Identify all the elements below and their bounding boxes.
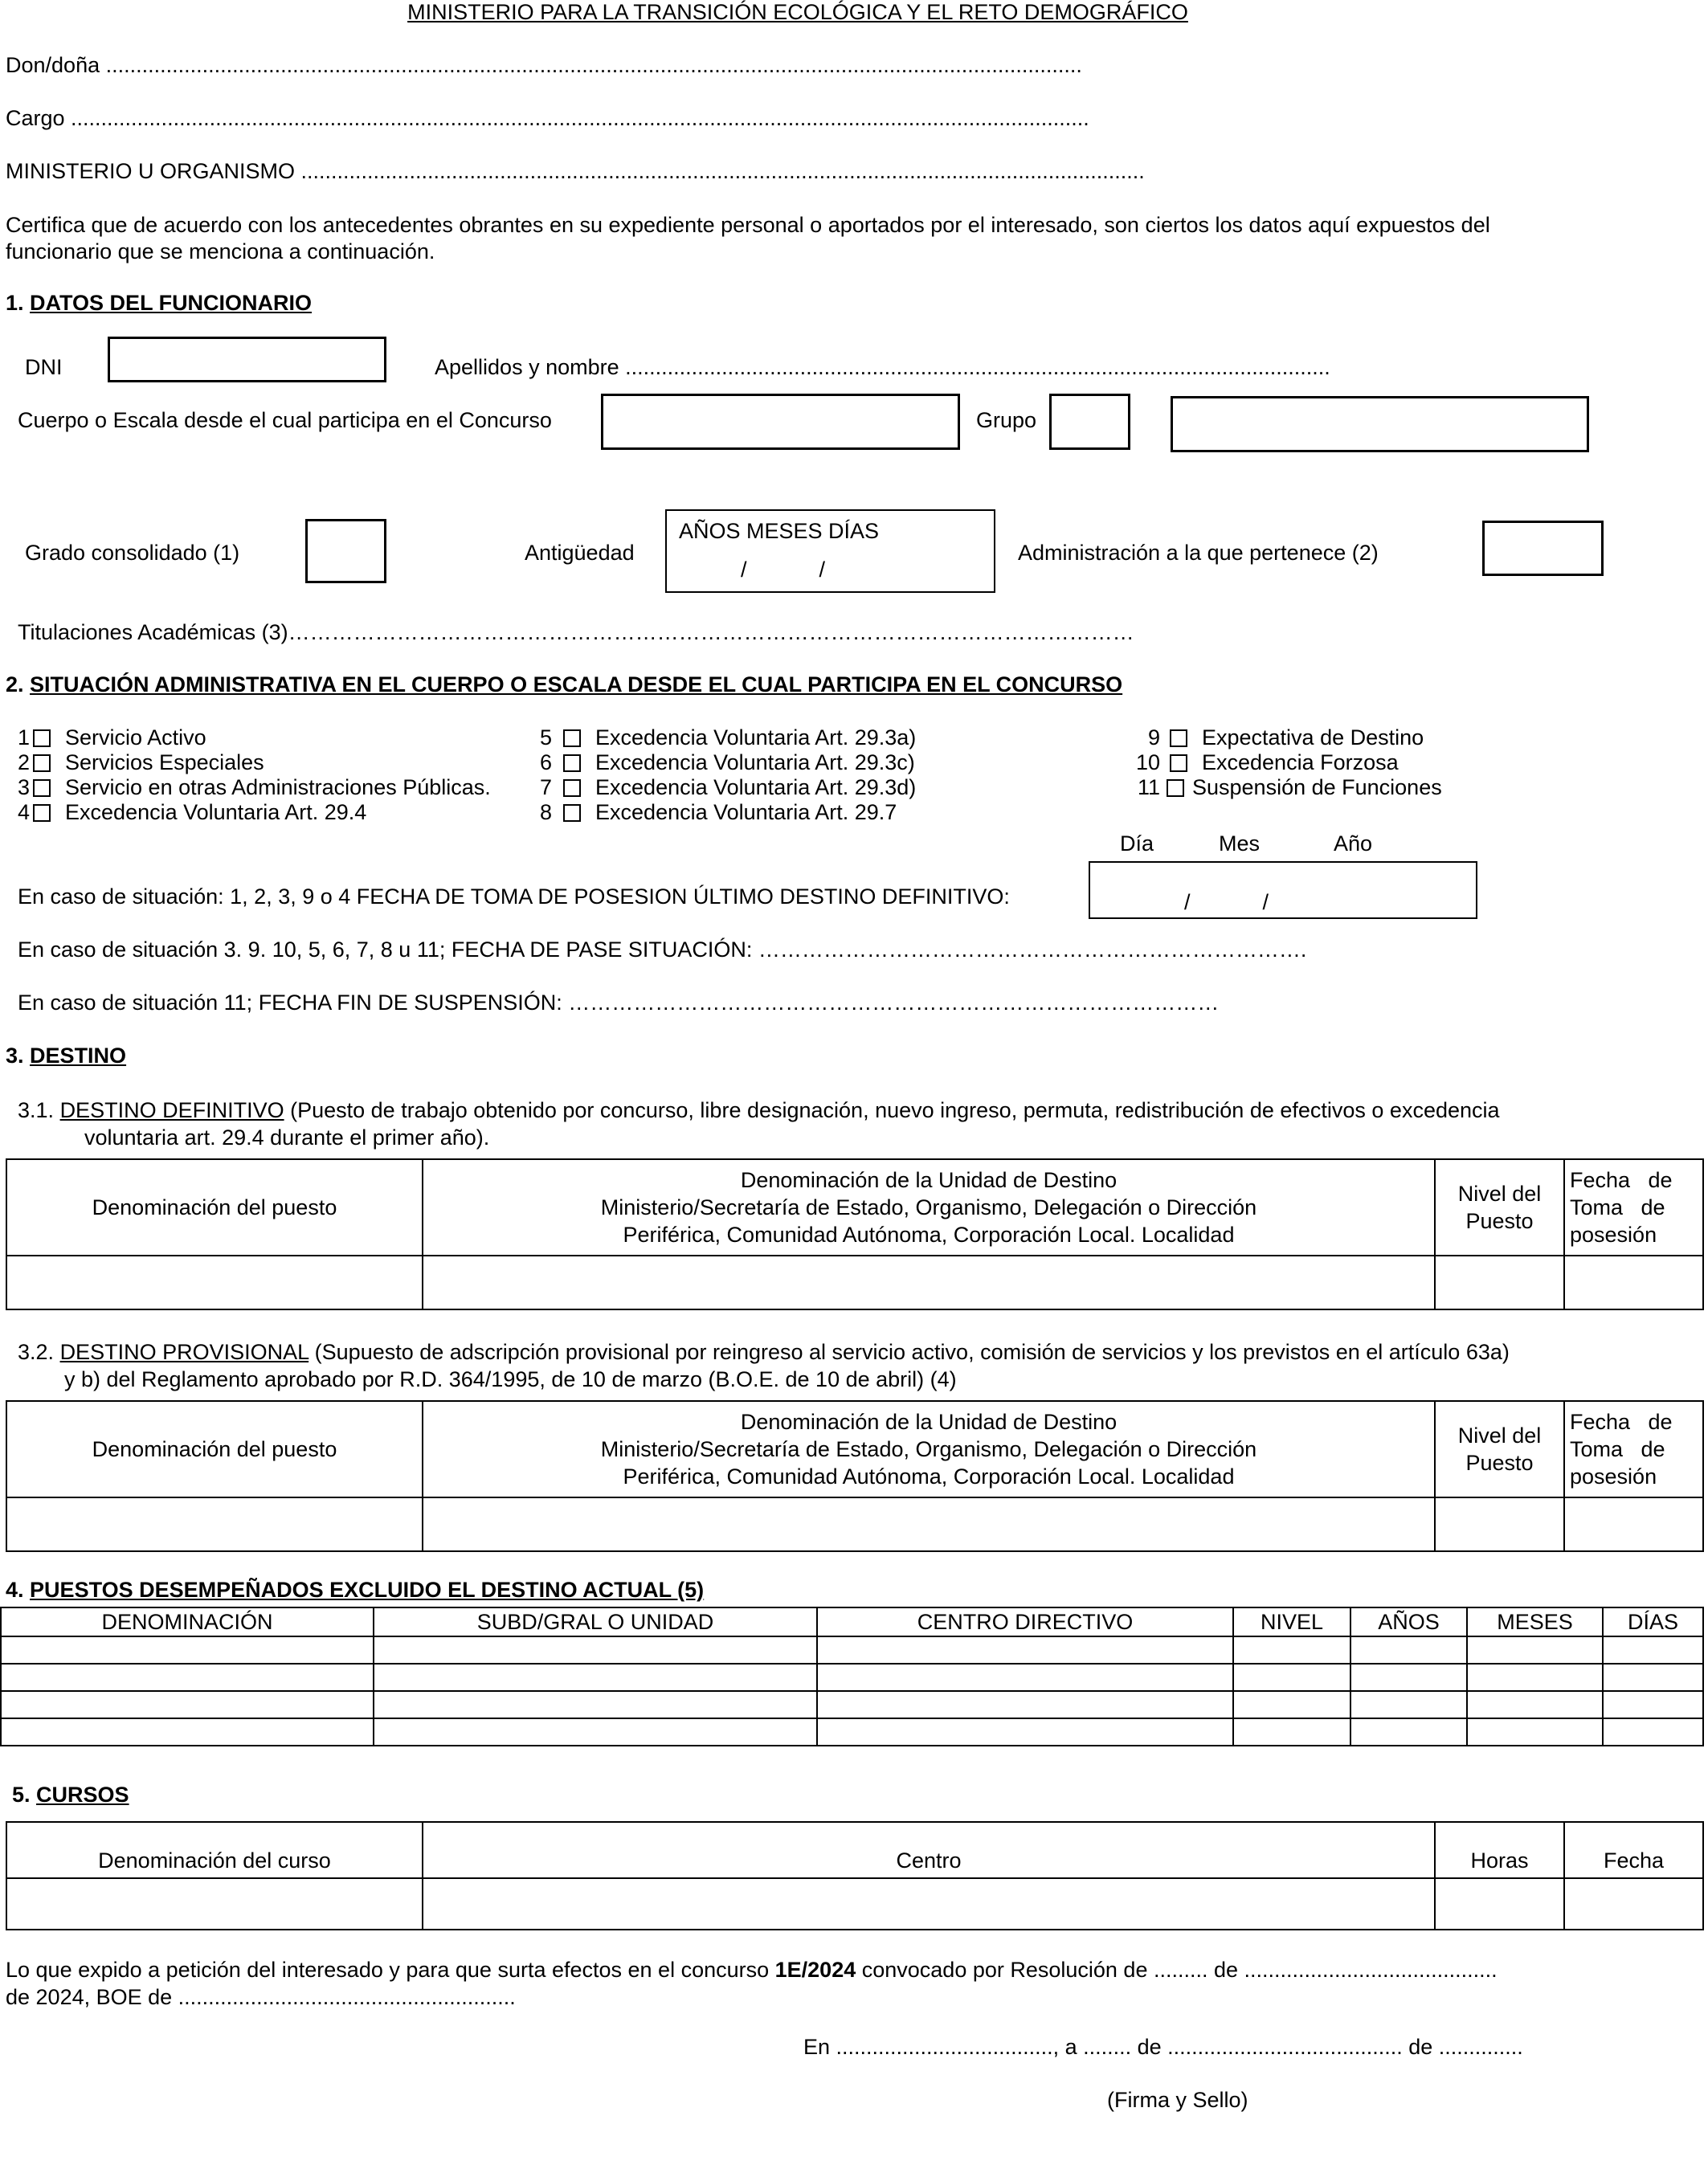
header-unidad-destino: Denominación de la Unidad de Destino Ministerio/Secretaría de Estado, Organismo, Delegación o Dirección Periférica, Comunidad Autónoma, Corporación Local. Localidad xyxy=(423,1159,1435,1256)
table-cell[interactable] xyxy=(1233,1718,1350,1746)
section5-heading: 5. CURSOS xyxy=(12,1783,129,1807)
table-header-row xyxy=(6,1159,1703,1256)
toma-posesion-slashes: / / xyxy=(1184,890,1269,914)
header-fecha-toma: Fecha de Toma de posesión xyxy=(1564,1159,1703,1256)
fin-suspension-field[interactable]: En caso de situación 11; FECHA FIN DE SUSPENSIÓN: ……………………………………………………………………………… xyxy=(18,991,1220,1015)
checkbox-icon[interactable] xyxy=(1167,779,1184,797)
table-row xyxy=(6,1256,1703,1309)
table-cell[interactable] xyxy=(1467,1636,1603,1664)
table-cell[interactable] xyxy=(6,1497,423,1551)
situacion-option-7[interactable]: 7 Excedencia Voluntaria Art. 29.3d) xyxy=(540,775,917,799)
table-cell[interactable] xyxy=(6,1878,423,1930)
table-cell[interactable] xyxy=(1,1664,374,1691)
table-cell[interactable] xyxy=(1233,1664,1350,1691)
table-cell[interactable] xyxy=(1467,1691,1603,1718)
place-date-line[interactable]: En ...................................., a ........ de ....................................... de .............. xyxy=(803,2035,1523,2059)
section4-title: PUESTOS DESEMPEÑADOS EXCLUIDO EL DESTINO ACTUAL (5) xyxy=(30,1578,705,1602)
table-cell[interactable] xyxy=(1233,1636,1350,1664)
table-cell[interactable] xyxy=(1350,1718,1467,1746)
table-row xyxy=(1,1636,1703,1664)
checkbox-icon[interactable] xyxy=(1170,754,1187,772)
table-cell[interactable] xyxy=(1603,1718,1703,1746)
table-cell[interactable] xyxy=(1435,1256,1564,1309)
situacion-option-5[interactable]: 5 Excedencia Voluntaria Art. 29.3a) xyxy=(540,725,917,750)
header-unidad-destino: Denominación de la Unidad de Destino Ministerio/Secretaría de Estado, Organismo, Delegación o Dirección Periférica, Comunidad Autónoma, Corporación Local. Localidad xyxy=(423,1401,1435,1497)
date-header-mes: Mes xyxy=(1219,831,1261,856)
table-cell[interactable] xyxy=(374,1664,817,1691)
table-cell[interactable] xyxy=(1467,1664,1603,1691)
col-header-dias: DÍAS xyxy=(1603,1607,1703,1636)
checkbox-icon[interactable] xyxy=(563,779,581,797)
destino-provisional-table xyxy=(6,1400,1704,1552)
col-header-centro-directivo: CENTRO DIRECTIVO xyxy=(817,1607,1233,1636)
administracion-input-box[interactable] xyxy=(1482,521,1604,576)
toma-posesion-label: En caso de situación: 1, 2, 3, 9 o 4 FECHA DE TOMA DE POSESION ÚLTIMO DESTINO DEFINITIVO: xyxy=(18,884,1010,909)
section2-title: SITUACIÓN ADMINISTRATIVA EN EL CUERPO O ESCALA DESDE EL CUAL PARTICIPA EN EL CONCURSO xyxy=(30,672,1123,696)
pase-situacion-field[interactable]: En caso de situación 3. 9. 10, 5, 6, 7, 8 u 11; FECHA DE PASE SITUACIÓN: …………………………………………………………………. xyxy=(18,937,1307,962)
concurso-code: 1E/2024 xyxy=(774,1958,856,1982)
table-cell[interactable] xyxy=(1350,1691,1467,1718)
antiguedad-box[interactable] xyxy=(665,509,995,593)
section3-heading xyxy=(6,1044,126,1068)
intro-text: Certifica que de acuerdo con los antecedentes obrantes en su expediente personal o aportados por el interesado, son ciertos los datos aquí expuestos del funcionario que se menciona a continuación. xyxy=(6,213,1490,263)
section1-title: DATOS DEL FUNCIONARIO xyxy=(30,291,313,315)
date-header-anio: Año xyxy=(1334,831,1373,856)
destino-definitivo-desc: 3.1. DESTINO DEFINITIVO (Puesto de trabajo obtenido por concurso, libre designación, nuevo ingreso, permuta, redistribución de efectivos o excedencia voluntaria art. 29.4 durante el primer año). xyxy=(18,1098,1500,1150)
signature-label: (Firma y Sello) xyxy=(1107,2088,1248,2112)
table-header-row xyxy=(6,1401,1703,1497)
checkbox-icon[interactable] xyxy=(563,729,581,747)
table-cell[interactable] xyxy=(1603,1691,1703,1718)
closing-text: Lo que expido a petición del interesado y para que surta efectos en el concurso 1E/2024 convocado por Resolución de ......... de .......................................... de 2024, BOE de ........................................................ xyxy=(6,1958,1498,2009)
destino-definitivo-title: DESTINO DEFINITIVO xyxy=(59,1098,284,1122)
table-cell[interactable] xyxy=(817,1664,1233,1691)
situacion-option-2[interactable]: 2 Servicios Especiales xyxy=(18,750,264,774)
situacion-col2 xyxy=(540,725,916,825)
checkbox-icon[interactable] xyxy=(563,804,581,822)
situacion-option-6[interactable]: 6 Excedencia Voluntaria Art. 29.3c) xyxy=(540,750,915,774)
situacion-option-11[interactable]: 11 Suspensión de Funciones xyxy=(1137,775,1442,799)
table-cell[interactable] xyxy=(374,1718,817,1746)
col-header-subd-gral: SUBD/GRAL O UNIDAD xyxy=(374,1607,817,1636)
table-row xyxy=(1,1718,1703,1746)
col-header-nivel: NIVEL xyxy=(1233,1607,1350,1636)
section1-heading xyxy=(6,291,312,316)
table-cell[interactable] xyxy=(1467,1718,1603,1746)
situacion-option-4[interactable]: 4 Excedencia Voluntaria Art. 29.4 xyxy=(18,800,367,824)
section4-heading xyxy=(6,1578,704,1603)
situacion-col3 xyxy=(1131,725,1442,800)
cuerpo-label: Cuerpo o Escala desde el cual participa en el Concurso xyxy=(18,408,552,432)
table-row xyxy=(6,1497,1703,1551)
cursos-table xyxy=(6,1821,1704,1930)
table-cell[interactable] xyxy=(423,1256,1435,1309)
situacion-option-10[interactable]: 10 Excedencia Forzosa xyxy=(1135,750,1399,774)
antiguedad-slashes: / / xyxy=(741,558,826,582)
table-cell[interactable] xyxy=(6,1256,423,1309)
header-denominacion-curso: Denominación del curso xyxy=(6,1822,423,1878)
checkbox-icon[interactable] xyxy=(33,729,51,747)
header-fecha: Fecha xyxy=(1564,1822,1703,1878)
table-row xyxy=(1,1664,1703,1691)
antiguedad-header: AÑOS MESES DÍAS xyxy=(679,519,880,543)
checkbox-icon[interactable] xyxy=(33,754,51,772)
destino-provisional-title: DESTINO PROVISIONAL xyxy=(59,1340,309,1364)
checkbox-icon[interactable] xyxy=(563,754,581,772)
grado-label: Grado consolidado (1) xyxy=(25,541,240,565)
antiguedad-label: Antigüedad xyxy=(525,541,635,565)
table-cell[interactable] xyxy=(1435,1497,1564,1551)
grupo-input-box[interactable] xyxy=(1049,394,1130,450)
table-cell[interactable] xyxy=(374,1636,817,1664)
table-cell[interactable] xyxy=(423,1878,1435,1930)
situacion-option-3[interactable]: 3 Servicio en otras Administraciones Públicas. xyxy=(18,775,491,799)
cargo-field[interactable]: Cargo ......................................................................................................................................................................... xyxy=(6,106,1089,130)
header-nivel-puesto: Nivel del Puesto xyxy=(1435,1401,1564,1497)
section1-num: 1. xyxy=(6,291,24,315)
col-header-denominacion: DENOMINACIÓN xyxy=(1,1607,374,1636)
header-nivel-puesto: Nivel del Puesto xyxy=(1435,1159,1564,1256)
don-dona-field[interactable]: Don/doña .................................................................................................................................................................. xyxy=(6,53,1082,77)
col-header-meses: MESES xyxy=(1467,1607,1603,1636)
destino-provisional-desc: 3.2. DESTINO PROVISIONAL (Supuesto de adscripción provisional por reingreso al servicio activo, comisión de servicios y los previstos en el artículo 63a) y b) del Reglamento aprobado por R.D. 364/1995, de 10 de marzo (B.O.E. de 10 de abril) (4) xyxy=(18,1340,1510,1391)
section3-num: 3. xyxy=(6,1044,24,1068)
header-denominacion-puesto: Denominación del puesto xyxy=(6,1401,423,1497)
table-cell[interactable] xyxy=(1603,1664,1703,1691)
table-cell[interactable] xyxy=(1,1636,374,1664)
table-cell[interactable] xyxy=(1233,1691,1350,1718)
ministerio-field[interactable]: MINISTERIO U ORGANISMO ............................................................................................................................................ xyxy=(6,159,1145,183)
situacion-option-8[interactable]: 8 Excedencia Voluntaria Art. 29.7 xyxy=(540,800,897,824)
header-horas: Horas xyxy=(1435,1822,1564,1878)
grado-input-box[interactable] xyxy=(305,519,386,583)
table-cell[interactable] xyxy=(817,1718,1233,1746)
date-header-dia: Día xyxy=(1120,831,1154,856)
table-row xyxy=(1,1691,1703,1718)
table-cell[interactable] xyxy=(1350,1636,1467,1664)
dni-label: DNI xyxy=(25,355,63,379)
table-cell[interactable] xyxy=(1564,1256,1703,1309)
table-cell[interactable] xyxy=(423,1497,1435,1551)
header-denominacion-puesto: Denominación del puesto xyxy=(6,1159,423,1256)
section2-num: 2. xyxy=(6,672,24,696)
situacion-col1 xyxy=(18,725,491,825)
table-row xyxy=(6,1878,1703,1930)
table-cell[interactable] xyxy=(1603,1636,1703,1664)
destino-definitivo-table xyxy=(6,1158,1704,1310)
administracion-label: Administración a la que pertenece (2) xyxy=(1018,541,1379,565)
cuerpo-input-box[interactable] xyxy=(601,394,960,450)
checkbox-icon[interactable] xyxy=(1170,729,1187,747)
section2-heading xyxy=(6,672,1122,697)
table-cell[interactable] xyxy=(1,1718,374,1746)
table-cell[interactable] xyxy=(817,1691,1233,1718)
grupo-extra-input-box[interactable] xyxy=(1171,396,1589,452)
table-cell[interactable] xyxy=(374,1691,817,1718)
section5-num: 5 xyxy=(12,1783,25,1807)
checkbox-icon[interactable] xyxy=(33,804,51,822)
situacion-option-9[interactable]: 9 Expectativa de Destino xyxy=(1147,725,1424,750)
section4-num: 4. xyxy=(6,1578,24,1602)
toma-posesion-date-box[interactable] xyxy=(1089,861,1477,919)
table-cell[interactable] xyxy=(1350,1664,1467,1691)
situacion-option-1[interactable]: 1 Servicio Activo xyxy=(18,725,206,750)
table-cell[interactable] xyxy=(1564,1878,1703,1930)
header-centro: Centro xyxy=(423,1822,1435,1878)
header-fecha-toma: Fecha de Toma de posesión xyxy=(1564,1401,1703,1497)
grupo-label: Grupo xyxy=(976,408,1037,432)
puestos-table xyxy=(0,1607,1704,1746)
apellidos-field[interactable]: Apellidos y nombre ..................................................................................................................... xyxy=(435,355,1330,379)
checkbox-icon[interactable] xyxy=(33,779,51,797)
ministry-header: MINISTERIO PARA LA TRANSICIÓN ECOLÓGICA Y EL RETO DEMOGRÁFICO xyxy=(407,0,1188,24)
table-cell[interactable] xyxy=(817,1636,1233,1664)
table-cell[interactable] xyxy=(1435,1878,1564,1930)
table-header-row xyxy=(1,1607,1703,1636)
titulaciones-field[interactable]: Titulaciones Académicas (3)……………………………………………………………………………………………………… xyxy=(18,620,1134,644)
table-cell[interactable] xyxy=(1564,1497,1703,1551)
dni-input-box[interactable] xyxy=(108,337,386,382)
section3-title: DESTINO xyxy=(30,1044,127,1068)
table-header-row xyxy=(6,1822,1703,1878)
col-header-anos: AÑOS xyxy=(1350,1607,1467,1636)
section5-title: CURSOS xyxy=(36,1783,129,1807)
table-cell[interactable] xyxy=(1,1691,374,1718)
